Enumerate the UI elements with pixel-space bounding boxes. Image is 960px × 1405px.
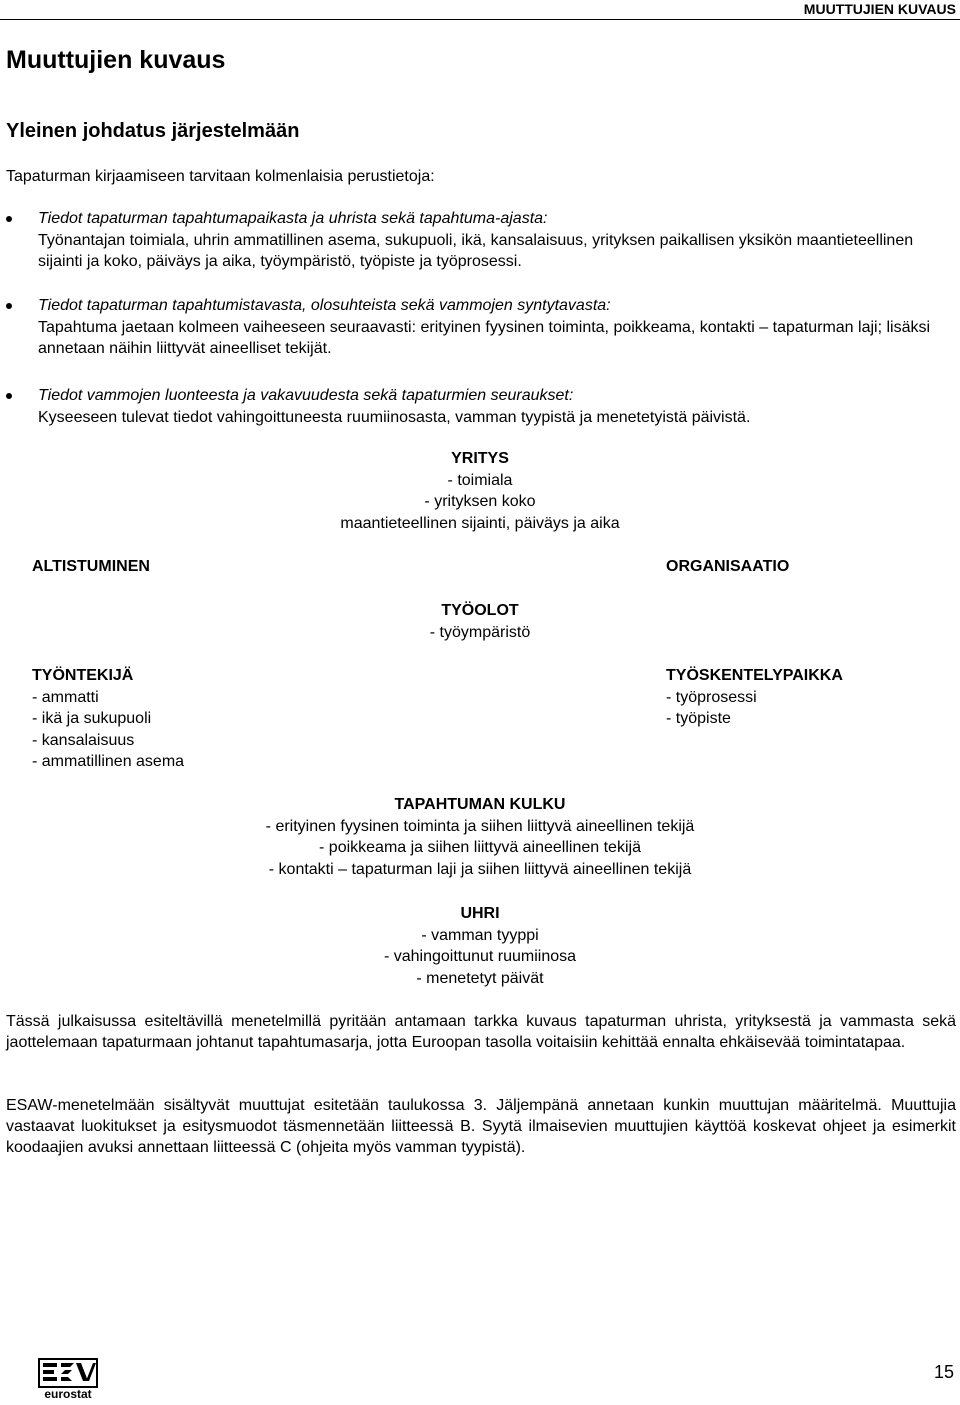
node-item: - työprosessi (666, 688, 757, 706)
bullet-heading: Tiedot tapaturman tapahtumistavasta, olosuhteista sekä vammojen syntytavasta: (38, 297, 611, 314)
node-item: - menetetyt päivät (416, 969, 544, 987)
bullet-heading: Tiedot tapaturman tapahtumapaikasta ja uhrista sekä tapahtuma-ajasta: (38, 210, 548, 227)
node-item: - kontakti – tapaturman laji ja siihen liittyvä aineellinen tekijä (268, 860, 692, 878)
node-item: - ammatillinen asema (32, 753, 185, 770)
page-title: Muuttujien kuvaus (6, 46, 226, 74)
node-item: - ammatti (32, 688, 99, 706)
section-heading: Yleinen johdatus järjestelmään (6, 120, 300, 142)
node-item: - vamman tyyppi (421, 926, 539, 944)
intro-text: Tapaturman kirjaamiseen tarvitaan kolmenlaisia perustietoja: (6, 168, 435, 185)
node-title: ALTISTUMINEN (32, 558, 150, 575)
node-title: TYÖNTEKIJÄ (32, 667, 134, 684)
node-title: UHRI (460, 905, 500, 922)
node-item: maantieteellinen sijainti, päiväys ja aika (340, 514, 620, 532)
node-tyoskentelypaikka (666, 665, 843, 730)
body-paragraph: ESAW-menetelmään sisältyvät muuttujat esitetään taulukossa 3. Jäljempänä annetaan kunkin muuttujan määritelmä. Muuttujia vastaavat luokitukset ja esitysmuodot täsmennetään liitteessä B. Syytä ilmaisevien muuttujien käyttöä koskevat ohjeet ja esimerkit koodaajien avuksi annettaan liitteessä C (ohjeita myös vamman tyypistä). (6, 1097, 956, 1156)
eurostat-logo (38, 1358, 100, 1400)
node-title: TAPAHTUMAN KULKU (394, 796, 566, 813)
bullet-icon (6, 303, 12, 309)
node-item: - ikä ja sukupuoli (32, 710, 152, 727)
bullet-heading: Tiedot vammojen luonteesta ja vakavuudesta sekä tapaturmien seuraukset: (38, 387, 574, 404)
header-divider (0, 19, 960, 20)
eurostat-logo-icon (38, 1358, 100, 1400)
node-title: TYÖSKENTELYPAIKKA (666, 667, 843, 684)
body-paragraph: Tässä julkaisussa esiteltävillä menetelmillä pyritään antamaan tarkka kuvaus tapaturman uhrista, yrityksestä ja vammasta sekä jaottelemaan tapaturmaan johtanut tapahtumasarja, jotta Euroopan tasolla voitaisiin kehittää ennalta ehkäisevää toimintatapaa. (6, 1013, 956, 1051)
node-tyontekija (32, 665, 184, 773)
bullet-icon (6, 393, 12, 399)
bullet-body: Tapahtuma jaetaan kolmeen vaiheeseen seuraavasti: erityinen fyysinen toiminta, poikkeama, kontakti – tapaturman laji; lisäksi annetaan näihin liittyvät aineelliset tekijät. (38, 318, 931, 357)
node-title: TYÖOLOT (441, 602, 519, 619)
node-item: - työympäristö (429, 623, 531, 641)
node-item: - toimiala (447, 471, 513, 489)
node-title: YRITYS (451, 450, 509, 467)
bullet-body: Kyseeseen tulevat tiedot vahingoittuneesta ruumiinosasta, vamman tyypistä ja menetetyistä päivistä. (38, 408, 751, 426)
node-item: - yrityksen koko (424, 493, 536, 510)
logo-text: eurostat (44, 1387, 92, 1400)
node-item: - poikkeama ja siihen liittyvä aineellinen tekijä (319, 839, 641, 856)
bullet-icon (6, 216, 12, 222)
node-uhri (280, 903, 680, 989)
bullet-body: Työnantajan toimiala, uhrin ammatillinen asema, sukupuoli, ikä, kansalaisuus, yrityksen paikallisen yksikön maantieteellinen sijainti ja koko, päiväys ja aika, työympäristö, työpiste ja työprosessi. (38, 231, 914, 270)
node-item: - työpiste (666, 710, 731, 727)
node-title: ORGANISAATIO (666, 558, 790, 575)
page-number: 15 (933, 1362, 954, 1382)
node-altistuminen (32, 556, 150, 578)
node-organisaatio (666, 556, 789, 578)
node-item: - erityinen fyysinen toiminta ja siihen liittyvä aineellinen tekijä (265, 817, 695, 835)
running-header: MUUTTUJIEN KUVAUS (803, 1, 956, 17)
node-item: - kansalaisuus (32, 731, 135, 749)
variables-diagram (0, 448, 960, 993)
node-tyoolot (330, 600, 630, 643)
node-item: - vahingoittunut ruumiinosa (383, 948, 577, 965)
node-yritys (280, 448, 680, 534)
node-tapahtuman-kulku (180, 794, 780, 880)
